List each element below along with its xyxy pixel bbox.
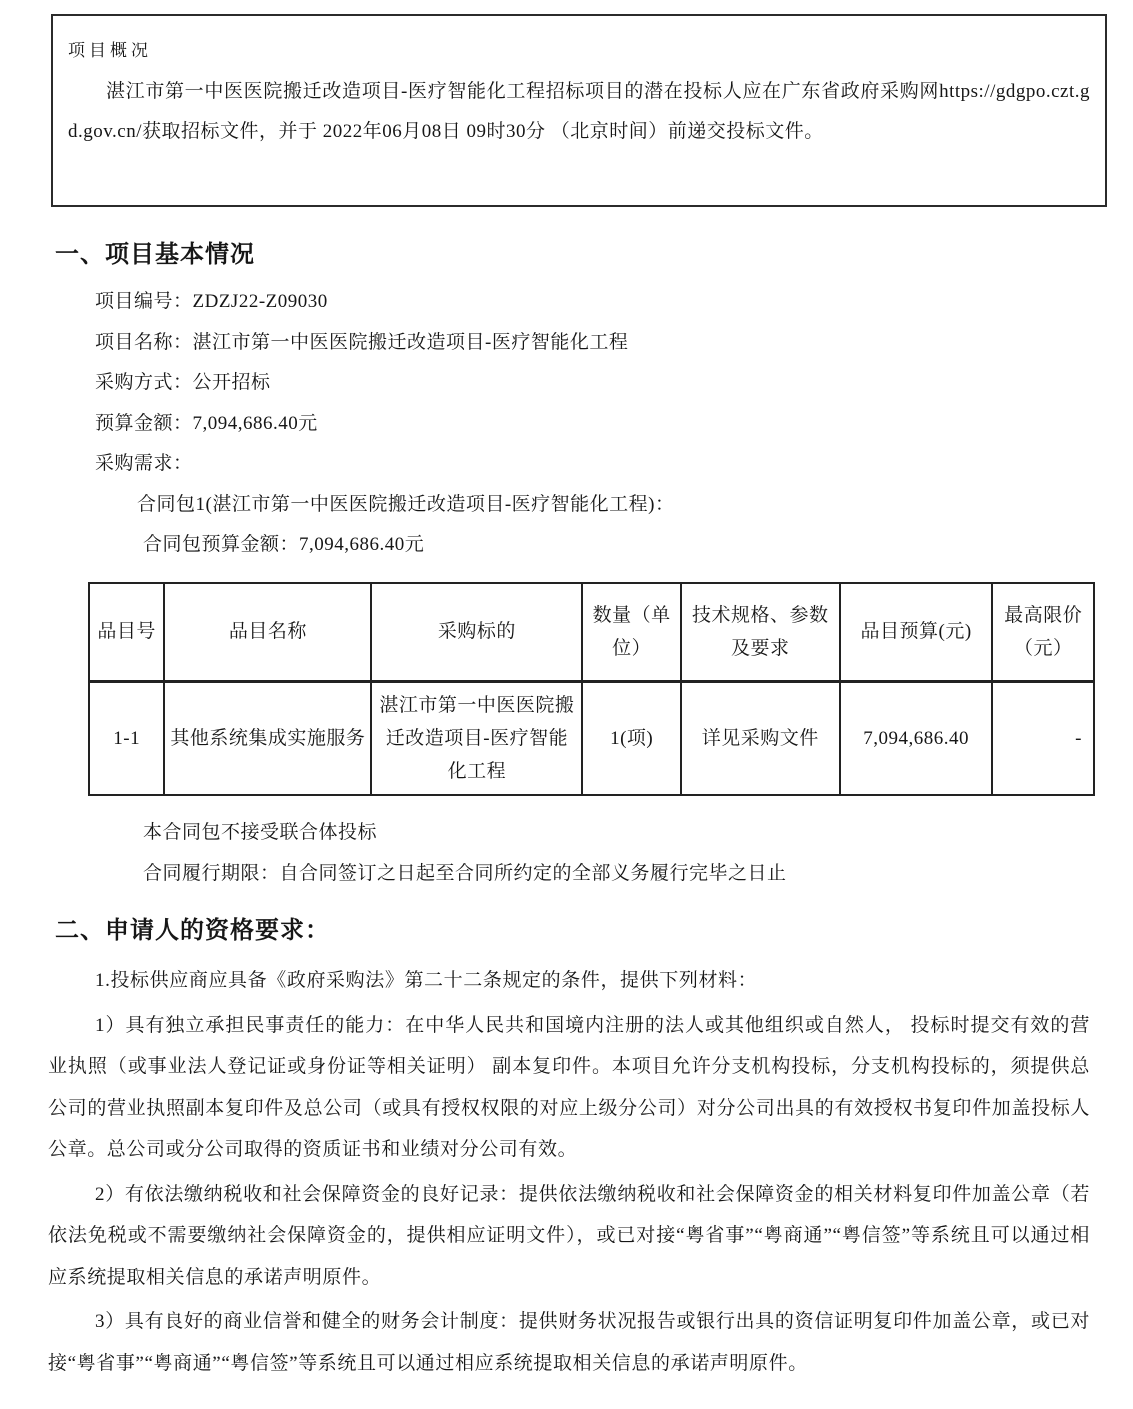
no-consortium-note: 本合同包不接受联合体投标 <box>143 822 378 843</box>
header-quantity-unit: 数量（单位） <box>582 583 680 682</box>
header-item-name: 品目名称 <box>164 583 371 682</box>
cell-procurement-subject: 湛江市第一中医医院搬迁改造项目-医疗智能化工程 <box>371 682 582 796</box>
qualification-item2-paragraph: 2）有依法缴纳税收和社会保障资金的良好记录：提供依法缴纳税收和社会保障资金的相关材料复印件加盖公章（若依法免税或不需要缴纳社会保障资金的，提供相应证明文件），或已对接“粤省事”“粤商通”“粤信签”等系统且可以通过相应系统提取相关信息的承诺声明原件。 <box>48 1183 1090 1288</box>
cell-item-number: 1-1 <box>89 682 164 796</box>
table-row <box>89 682 1094 796</box>
header-item-budget: 品目预算(元) <box>840 583 993 682</box>
qualification-intro-paragraph: 1.投标供应商应具备《政府采购法》第二十二条规定的条件，提供下列材料： <box>95 970 758 991</box>
cell-item-budget: 7,094,686.40 <box>840 682 993 796</box>
cell-item-name: 其他系统集成实施服务 <box>164 682 371 796</box>
procurement-method-line: 采购方式：公开招标 <box>95 372 271 393</box>
contract-term-note: 合同履行期限：自合同签订之日起至合同所约定的全部义务履行完毕之日止 <box>143 863 787 884</box>
contract-package-line: 合同包1(湛江市第一中医医院搬迁改造项目-医疗智能化工程)： <box>137 493 675 515</box>
qualification-item3-paragraph: 3）具有良好的商业信誉和健全的财务会计制度：提供财务状况报告或银行出具的资信证明复印件加盖公章，或已对接“粤省事”“粤商通”“粤信签”等系统且可以通过相应系统提取相关信息的承诺声明原件。 <box>48 1311 1090 1374</box>
budget-amount-line: 预算金额：7,094,686.40元 <box>95 412 318 434</box>
qualification-item1-paragraph: 1）具有独立承担民事责任的能力：在中华人民共和国境内注册的法人或其他组织或自然人， 投标时提交有效的营业执照（或事业法人登记证或身份证等相关证明） 副本复印件。本项目允许分支机构投标，分支机构投标的，须提供总公司的营业执照副本复印件及总公司（或具有授权权限的对应上级分公司）对分公司出具的有效授权书复印件加盖投标人公章。总公司或分公司取得的资质证书和业绩对分公司有效。 <box>48 1014 1090 1160</box>
section2-heading: 二、申请人的资格要求： <box>55 918 330 944</box>
header-procurement-subject: 采购标的 <box>371 583 582 682</box>
contract-package-budget-line: 合同包预算金额：7,094,686.40元 <box>143 534 425 555</box>
header-max-price: 最高限价（元） <box>992 583 1094 682</box>
overview-title: 项目概况 <box>68 41 152 60</box>
header-item-number: 品目号 <box>89 583 164 682</box>
project-number-line: 项目编号：ZDZJ22-Z09030 <box>95 291 328 312</box>
overview-body-text: 湛江市第一中医医院搬迁改造项目-医疗智能化工程招标项目的潜在投标人应在广东省政府采购网https://gdgpo.czt.gd.gov.cn/获取招标文件，并于 2022年06月08日 09时30分 （北京时间）前递交投标文件。 <box>68 81 1090 142</box>
cell-tech-specs: 详见采购文件 <box>681 682 840 796</box>
project-name-line: 项目名称：湛江市第一中医医院搬迁改造项目-医疗智能化工程 <box>95 331 629 353</box>
cell-max-price: - <box>992 682 1094 796</box>
cell-quantity-unit: 1(项) <box>582 682 680 796</box>
header-tech-specs: 技术规格、参数及要求 <box>681 583 840 682</box>
section1-heading: 一、项目基本情况 <box>55 242 255 268</box>
project-overview-box <box>51 14 1107 207</box>
table-header-row <box>89 583 1094 682</box>
procurement-items-table <box>88 582 1095 797</box>
procurement-demand-line: 采购需求： <box>95 453 193 474</box>
